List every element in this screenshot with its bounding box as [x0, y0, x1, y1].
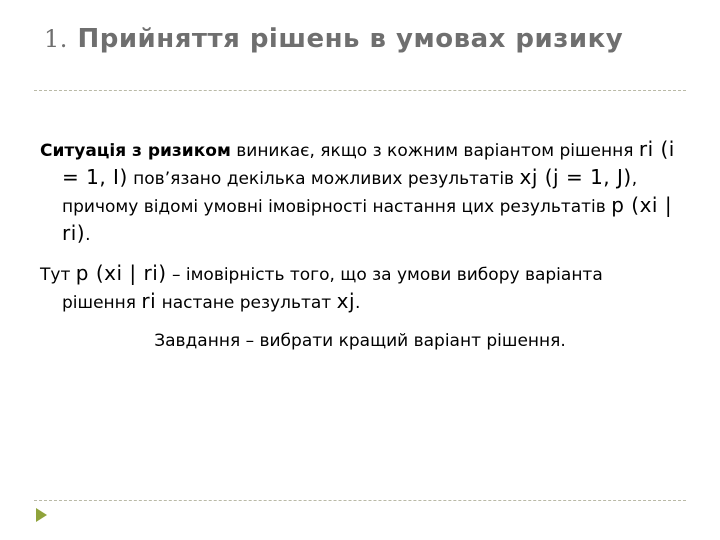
- p1-math-ri: ri (i = 1, I): [62, 137, 675, 189]
- p1-text-3: , причому відомі умовні імовірності настання цих результатів: [62, 169, 638, 217]
- p1-text-1: виникає, якщо з кожним варіантом рішення: [230, 141, 639, 161]
- slide-title: [44, 22, 684, 56]
- task-statement: Завдання – вибрати кращий варіант рішення.: [154, 331, 566, 351]
- slide-body: [40, 136, 680, 354]
- p2-text-4: .: [355, 293, 361, 313]
- title-number: 1.: [44, 25, 68, 53]
- p2-math-prob: p (xi | ri): [75, 261, 167, 285]
- p1-math-xj: xj (j = 1, J): [519, 165, 632, 189]
- p2-text-2: – імовірність того, що за умови вибору варіанта рішення: [62, 265, 603, 313]
- bold-lead: Ситуація з ризиком: [40, 141, 231, 161]
- p1-text-4: .: [85, 225, 91, 245]
- p2-text-1: Тут: [40, 265, 76, 285]
- title-divider: [34, 90, 686, 91]
- p2-text-3: настане результат: [156, 293, 337, 313]
- footer-divider: [34, 500, 686, 501]
- p1-math-prob: p (xi | ri): [62, 193, 673, 245]
- next-arrow-icon[interactable]: [36, 508, 47, 522]
- p2-math-ri: ri: [141, 289, 157, 313]
- paragraph-definition: [40, 260, 680, 316]
- title-text: Прийняття рішень в умовах ризику: [77, 24, 624, 54]
- paragraph-risk-situation: [40, 136, 680, 248]
- p2-math-xj: xj: [336, 289, 356, 313]
- p1-text-2: пов’язано декілька можливих результатів: [127, 169, 520, 189]
